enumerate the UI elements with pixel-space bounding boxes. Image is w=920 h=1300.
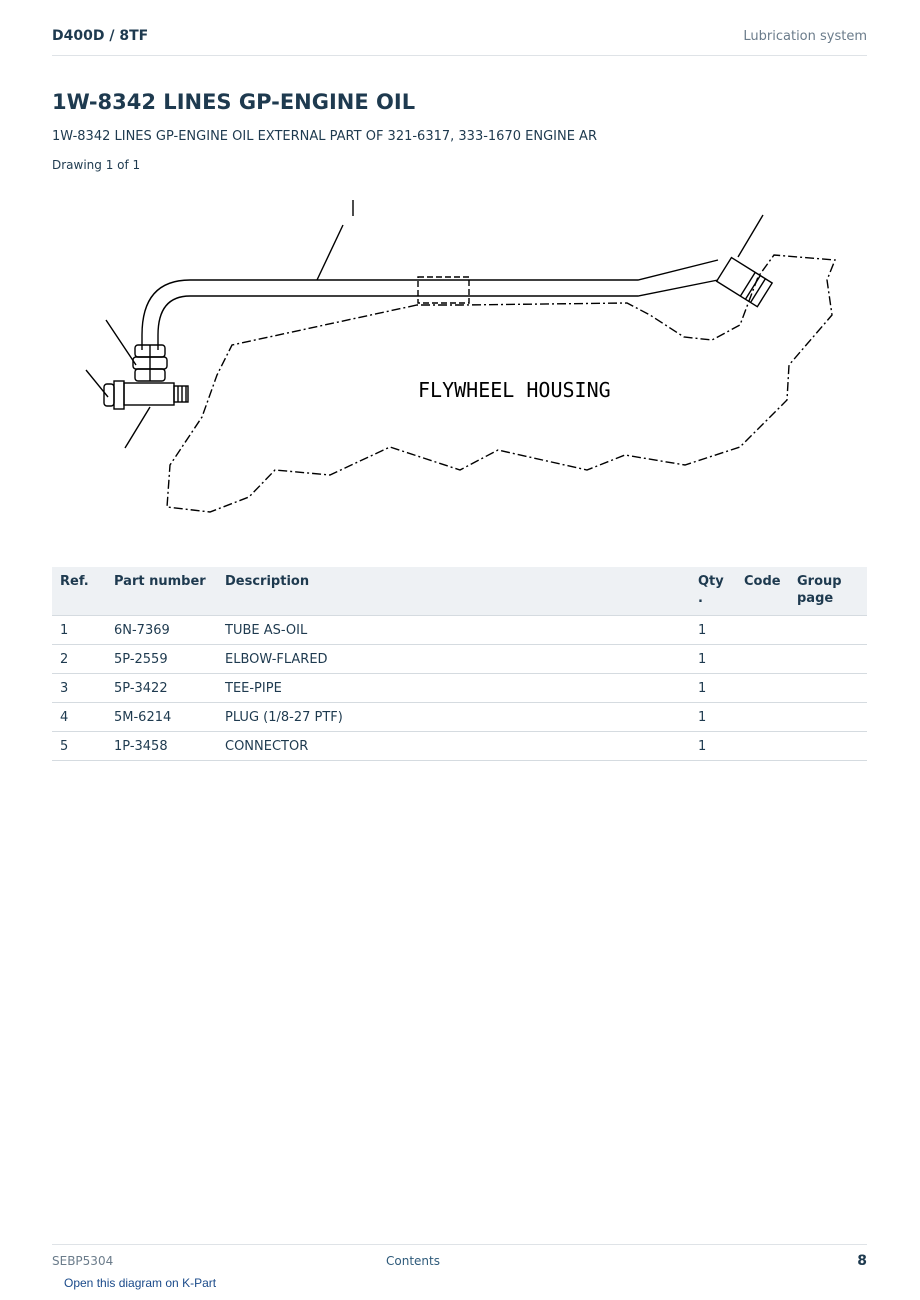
cell-group-page: [789, 703, 867, 732]
page-footer: [52, 1244, 867, 1273]
cell-group-page: [789, 616, 867, 645]
cell-part-number: 5P-2559: [106, 645, 217, 674]
tube-end-fitting: [717, 258, 773, 307]
cell-ref: 5: [52, 732, 106, 761]
cell-part-number: 6N-7369: [106, 616, 217, 645]
table-row: [52, 703, 867, 732]
cell-group-page: [789, 732, 867, 761]
cell-qty: 1: [690, 645, 736, 674]
header-qty: Qty .: [690, 567, 736, 616]
section-label: Lubrication system: [743, 29, 867, 44]
header-ref: Ref.: [52, 567, 106, 616]
page-header: [52, 28, 867, 56]
cell-part-number: 5P-3422: [106, 674, 217, 703]
table-row: [52, 732, 867, 761]
cell-part-number: 1P-3458: [106, 732, 217, 761]
cell-code: [736, 616, 789, 645]
cell-ref: 1: [52, 616, 106, 645]
cell-group-page: [789, 645, 867, 674]
parts-diagram: [52, 185, 867, 530]
cell-qty: 1: [690, 674, 736, 703]
parts-table: [52, 567, 867, 761]
doc-number: SEBP5304: [52, 1254, 114, 1268]
model-label: D400D / 8TF: [52, 28, 149, 44]
drawing-count: Drawing 1 of 1: [52, 158, 141, 172]
tee-pipe: [124, 383, 188, 405]
housing-label: FLYWHEEL HOUSING: [418, 378, 611, 402]
header-code: Code: [736, 567, 789, 616]
header-description: Description: [217, 567, 690, 616]
cell-qty: 1: [690, 703, 736, 732]
header-part-number: Part number: [106, 567, 217, 616]
contents-link[interactable]: Contents: [386, 1254, 440, 1268]
cell-code: [736, 732, 789, 761]
elbow-fitting: [133, 345, 167, 381]
table-row: [52, 645, 867, 674]
cell-ref: 4: [52, 703, 106, 732]
cell-description: PLUG (1/8-27 PTF): [217, 703, 690, 732]
cell-ref: 3: [52, 674, 106, 703]
table-row: [52, 674, 867, 703]
cell-description: TEE-PIPE: [217, 674, 690, 703]
header-group-page: Group page: [789, 567, 867, 616]
cell-part-number: 5M-6214: [106, 703, 217, 732]
callout-leaders: [86, 200, 763, 448]
page-title: 1W-8342 LINES GP-ENGINE OIL: [52, 90, 416, 114]
page-number: 8: [857, 1253, 867, 1269]
tube-sleeve: [418, 277, 469, 303]
page-subtitle: 1W-8342 LINES GP-ENGINE OIL EXTERNAL PART OF 321-6317, 333-1670 ENGINE AR: [52, 129, 597, 144]
cell-description: CONNECTOR: [217, 732, 690, 761]
cell-description: TUBE AS-OIL: [217, 616, 690, 645]
table-header-row: [52, 567, 867, 616]
table-row: [52, 616, 867, 645]
cell-ref: 2: [52, 645, 106, 674]
cell-code: [736, 645, 789, 674]
cell-qty: 1: [690, 616, 736, 645]
kpart-link[interactable]: Open this diagram on K-Part: [64, 1276, 217, 1290]
cell-description: ELBOW-FLARED: [217, 645, 690, 674]
cell-code: [736, 703, 789, 732]
cell-qty: 1: [690, 732, 736, 761]
cell-group-page: [789, 674, 867, 703]
cell-code: [736, 674, 789, 703]
